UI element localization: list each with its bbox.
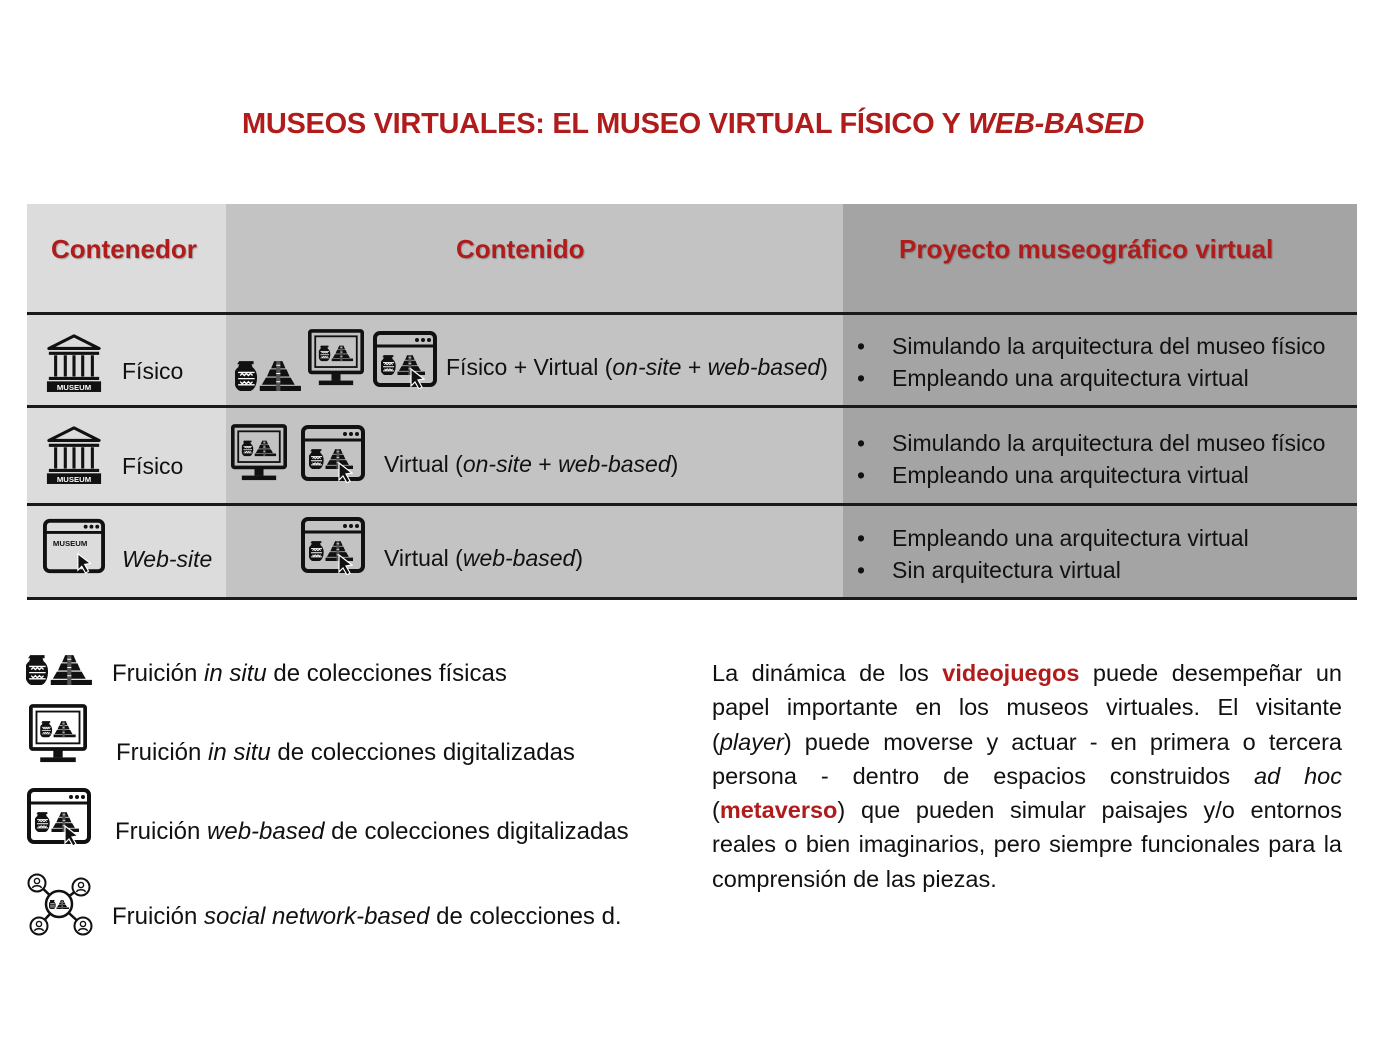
browser-artwork-cursor-icon: [301, 517, 365, 575]
paragraph-text: (: [712, 797, 720, 824]
page-title-main: MUSEOS VIRTUALES: EL MUSEO VIRTUAL FÍSICO Y: [241, 108, 968, 140]
bullet-item: • Sin arquitectura virtual: [857, 554, 1249, 586]
description-paragraph: [712, 656, 1342, 896]
legend-suffix: de colecciones d.: [429, 903, 622, 930]
page-title-italic: WEB-BASED: [967, 108, 1144, 140]
row-divider: [27, 597, 1357, 600]
legend-digital-in-situ: [116, 739, 575, 767]
highlight-metaverso: metaverso: [719, 797, 838, 824]
legend-italic: social network-based: [204, 903, 430, 930]
legend-suffix: de colecciones digitalizadas: [324, 818, 629, 845]
legend-suffix: de colecciones físicas: [266, 660, 507, 687]
paragraph-italic: player: [719, 728, 784, 755]
row2-content-italic-1: on-site: [462, 451, 532, 477]
page-title: [0, 108, 1386, 141]
monitor-artwork-icon: [29, 702, 87, 766]
highlight-videojuegos: videojuegos: [942, 660, 1080, 686]
browser-museum-cursor-icon: [43, 518, 105, 576]
legend-italic: in situ: [204, 660, 267, 687]
row2-content-suffix: ): [670, 451, 679, 477]
browser-artwork-cursor-icon: [301, 425, 365, 483]
row-divider: [27, 503, 1357, 506]
bullet-item: • Empleando una arquitectura virtual: [857, 362, 1325, 394]
row2-content-italic-2: web-based: [558, 451, 671, 477]
bullet-item: • Empleando una arquitectura virtual: [857, 522, 1249, 554]
legend-italic: web-based: [207, 818, 325, 845]
row1-content-prefix: Físico + Virtual (: [446, 354, 613, 380]
row1-content-label: [446, 354, 828, 381]
museum-building-icon: [45, 424, 103, 484]
row-divider: [27, 312, 1357, 315]
paragraph-text: ) puede moverse y actuar - en primera o tercera persona - dentro de espacios construidos: [712, 728, 1342, 789]
museum-table: [27, 204, 1357, 600]
social-network-icon: [24, 871, 94, 937]
row2-content-mid: +: [531, 451, 559, 477]
paragraph-text: La dinámica de los: [712, 660, 943, 686]
row2-container-label: Físico: [122, 453, 184, 479]
bullet-item: • Empleando una arquitectura virtual: [857, 459, 1325, 491]
row1-bullets: [857, 330, 1325, 394]
legend-prefix: Fruición: [112, 903, 205, 930]
paragraph-text: ) que pueden simular paisajes y/o entornos reales o bien imaginarios, pero siempre funcionales para la comprensión de las piezas.: [712, 797, 1342, 892]
row3-content-italic-1: web-based: [462, 545, 576, 571]
legend-suffix: de colecciones digitalizadas: [270, 739, 575, 766]
row3-container-label: Web-site: [122, 546, 213, 572]
row3-content-suffix: ): [575, 545, 584, 571]
row1-content-suffix: ): [820, 354, 828, 380]
row3-content-label: [384, 545, 583, 572]
header-container: Contenedor: [51, 234, 197, 264]
browser-artwork-cursor-icon: [373, 331, 437, 389]
monitor-artwork-icon: [308, 328, 364, 388]
header-project: Proyecto museográfico virtual: [899, 234, 1274, 264]
legend-web-based: [115, 818, 629, 846]
legend-physical-in-situ: [112, 660, 507, 688]
row2-bullets: [857, 427, 1325, 491]
paragraph-text: puede desempeñar un papel importante en los museos virtuales. El visitante (: [712, 660, 1342, 755]
browser-artwork-cursor-icon: [27, 788, 91, 846]
museum-building-icon: [45, 332, 103, 392]
bullet-item: • Simulando la arquitectura del museo físico: [857, 427, 1325, 459]
legend-prefix: Fruición: [112, 660, 205, 687]
bullet-item: • Simulando la arquitectura del museo físico: [857, 330, 1325, 362]
vase-pyramid-icon: [235, 357, 301, 392]
header-content: Contenido: [456, 234, 585, 264]
legend-prefix: Fruición: [115, 818, 208, 845]
legend-prefix: Fruición: [116, 739, 209, 766]
row3-content-prefix: Virtual (: [384, 545, 463, 571]
monitor-artwork-icon: [231, 422, 287, 484]
row2-content-label: [384, 451, 678, 478]
row1-container-label: Físico: [122, 358, 184, 384]
row3-bullets: [857, 522, 1249, 586]
row1-content-italic-2: web-based: [707, 354, 821, 380]
legend-social-network: [112, 903, 622, 931]
paragraph-italic: ad hoc: [1254, 762, 1342, 789]
row2-content-prefix: Virtual (: [384, 451, 463, 477]
row1-content-italic-1: on-site: [612, 354, 682, 380]
row-divider: [27, 405, 1357, 408]
vase-pyramid-icon: [26, 651, 92, 686]
legend-italic: in situ: [208, 739, 271, 766]
row1-content-mid: +: [681, 354, 708, 380]
